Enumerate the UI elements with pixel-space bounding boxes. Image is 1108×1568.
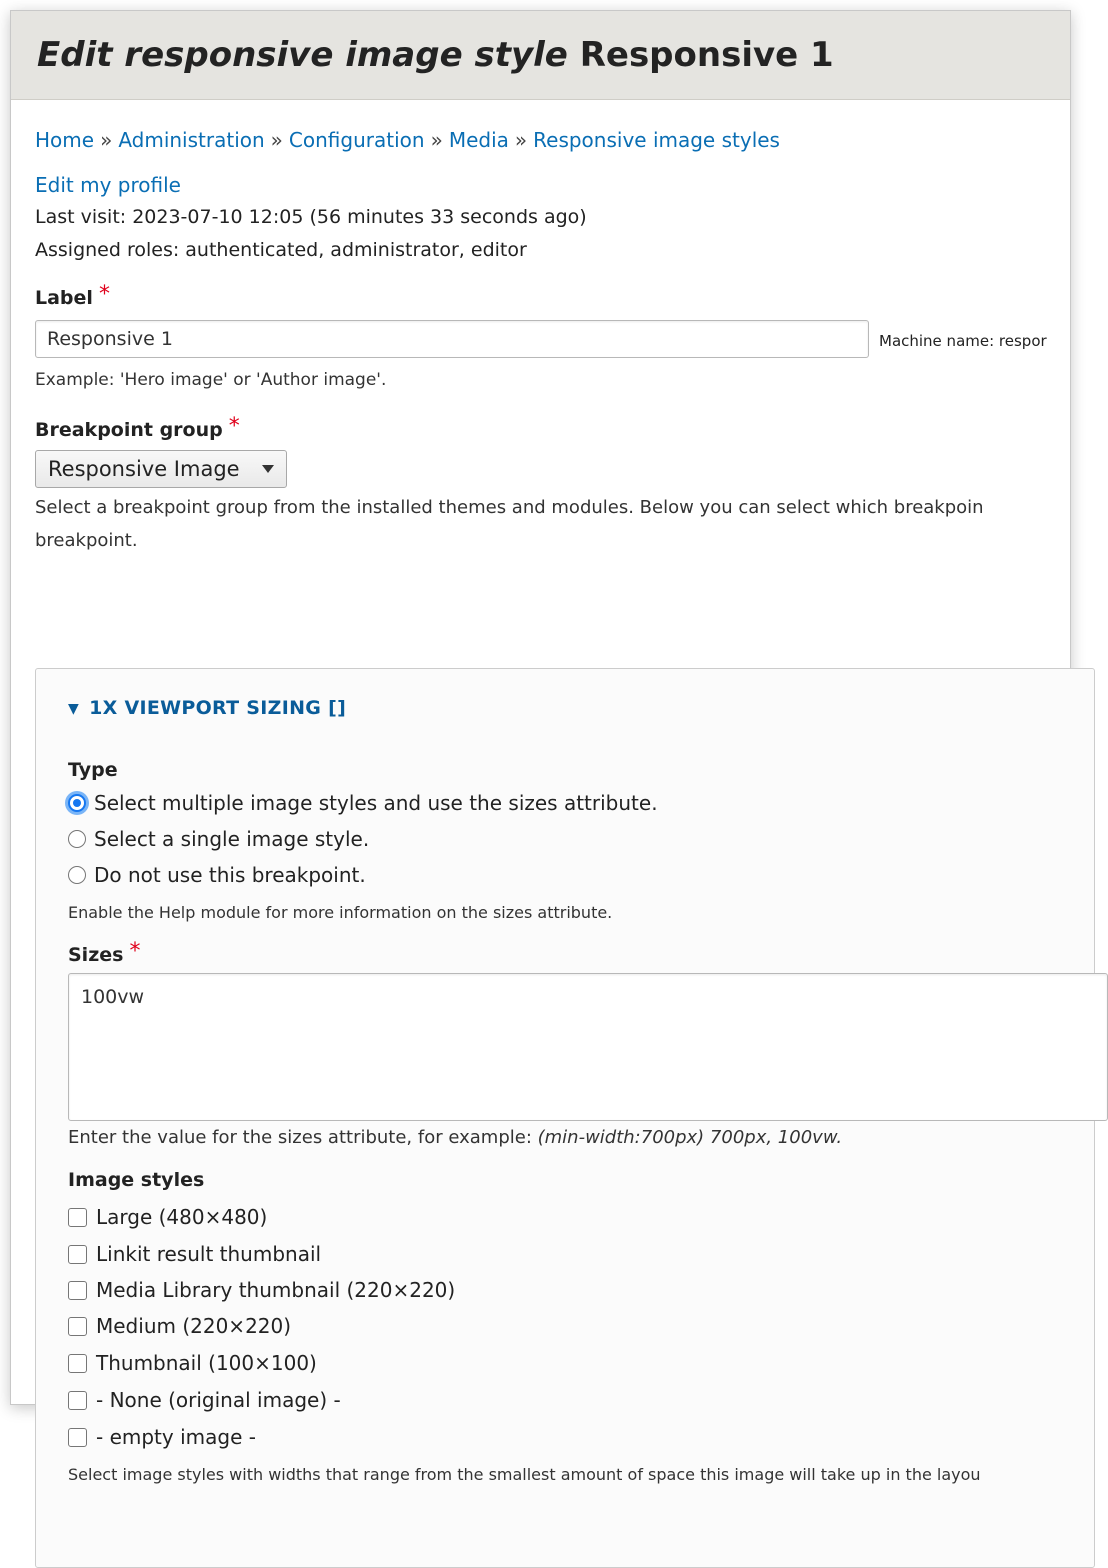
image-style-option[interactable] (68, 1278, 455, 1302)
machine-name-text: Machine name: respor (879, 332, 1047, 350)
breakpoint-group-selected: Responsive Image (48, 457, 240, 481)
sizes-help-example: (min-width:700px) 700px, 100vw. (537, 1127, 843, 1148)
type-option-sizes[interactable] (68, 791, 658, 815)
image-style-option[interactable] (68, 1351, 317, 1375)
chevron-down-icon (262, 465, 274, 473)
image-style-label: - empty image - (96, 1425, 256, 1449)
browser-window (10, 10, 1071, 1484)
required-marker: * (228, 414, 240, 439)
viewport-sizing-title: 1X VIEWPORT SIZING [] (89, 697, 347, 719)
radio-button[interactable] (68, 866, 86, 884)
triangle-down-icon: ▼ (68, 701, 80, 717)
page-header (11, 11, 1070, 100)
breadcrumb-responsive-image-styles[interactable]: Responsive image styles (533, 128, 780, 152)
image-style-option[interactable] (68, 1242, 321, 1266)
image-style-option[interactable] (68, 1425, 256, 1449)
breadcrumb-configuration[interactable]: Configuration (288, 128, 425, 152)
breakpoint-group-label (35, 414, 240, 442)
image-style-label: Large (480×480) (96, 1205, 268, 1229)
page-title (37, 35, 834, 75)
checkbox[interactable] (68, 1428, 87, 1447)
image-style-label: Media Library thumbnail (220×220) (96, 1278, 456, 1302)
type-option-label: Select multiple image styles and use the sizes attribute. (94, 791, 658, 815)
image-style-option[interactable] (68, 1205, 267, 1229)
breakpoint-group-help-cont: breakpoint. (35, 530, 138, 551)
breadcrumb-administration[interactable]: Administration (118, 128, 265, 152)
type-label: Type (68, 759, 118, 781)
breadcrumb-home[interactable]: Home (35, 128, 95, 152)
breadcrumb-separator: » (100, 128, 113, 152)
image-style-label: Linkit result thumbnail (96, 1242, 322, 1266)
image-style-label: Medium (220×220) (96, 1314, 292, 1338)
radio-button-checked[interactable] (68, 794, 86, 812)
image-styles-help-text: Select image styles with widths that range from the smallest amount of space this image will take up in the layou (68, 1465, 981, 1484)
checkbox[interactable] (68, 1208, 87, 1227)
checkbox[interactable] (68, 1281, 87, 1300)
breadcrumb-separator: » (430, 128, 443, 152)
page-title-action: Edit responsive image style (37, 35, 568, 75)
label-field-title: Label (35, 287, 93, 309)
sizes-title: Sizes (68, 944, 124, 966)
checkbox[interactable] (68, 1354, 87, 1373)
label-help-text: Example: 'Hero image' or 'Author image'. (35, 370, 387, 390)
type-option-single[interactable] (68, 827, 369, 851)
sizes-label (68, 939, 141, 967)
required-marker: * (98, 282, 110, 307)
required-marker: * (129, 939, 141, 964)
viewport-sizing-fieldset (35, 668, 1095, 1568)
label-field-label (35, 282, 110, 310)
viewport-sizing-toggle[interactable] (68, 697, 346, 719)
sizes-value: 100vw (81, 986, 145, 1008)
breadcrumb-media[interactable]: Media (448, 128, 509, 152)
sizes-help-prefix: Enter the value for the sizes attribute, for example: (68, 1127, 538, 1148)
checkbox[interactable] (68, 1317, 87, 1336)
page-title-name: Responsive 1 (579, 35, 834, 75)
edit-profile-link[interactable]: Edit my profile (35, 173, 181, 197)
last-visit-text: Last visit: 2023-07-10 12:05 (56 minutes 33 seconds ago) (35, 206, 587, 228)
image-styles-label: Image styles (68, 1169, 205, 1191)
breakpoint-group-title: Breakpoint group (35, 419, 223, 441)
image-style-option[interactable] (68, 1388, 341, 1412)
breakpoint-group-help: Select a breakpoint group from the installed themes and modules. Below you can select which breakpoin (35, 497, 984, 518)
checkbox[interactable] (68, 1245, 87, 1264)
type-option-none[interactable] (68, 863, 366, 887)
image-style-option[interactable] (68, 1314, 291, 1338)
breadcrumb-separator: » (514, 128, 528, 152)
breadcrumb (35, 128, 780, 152)
sizes-help-text (68, 1127, 842, 1148)
image-style-label: Thumbnail (100×100) (96, 1351, 317, 1375)
type-help-text: Enable the Help module for more information on the sizes attribute. (68, 903, 613, 922)
assigned-roles-text: Assigned roles: authenticated, administrator, editor (35, 239, 527, 261)
label-input[interactable] (35, 320, 869, 358)
type-option-label: Select a single image style. (94, 827, 370, 851)
type-option-label: Do not use this breakpoint. (94, 863, 366, 887)
sizes-textarea[interactable] (68, 973, 1108, 1121)
breakpoint-group-select[interactable] (35, 450, 287, 488)
breadcrumb-separator: » (270, 128, 283, 152)
checkbox[interactable] (68, 1391, 87, 1410)
image-style-label: - None (original image) - (96, 1388, 341, 1412)
radio-button[interactable] (68, 830, 86, 848)
